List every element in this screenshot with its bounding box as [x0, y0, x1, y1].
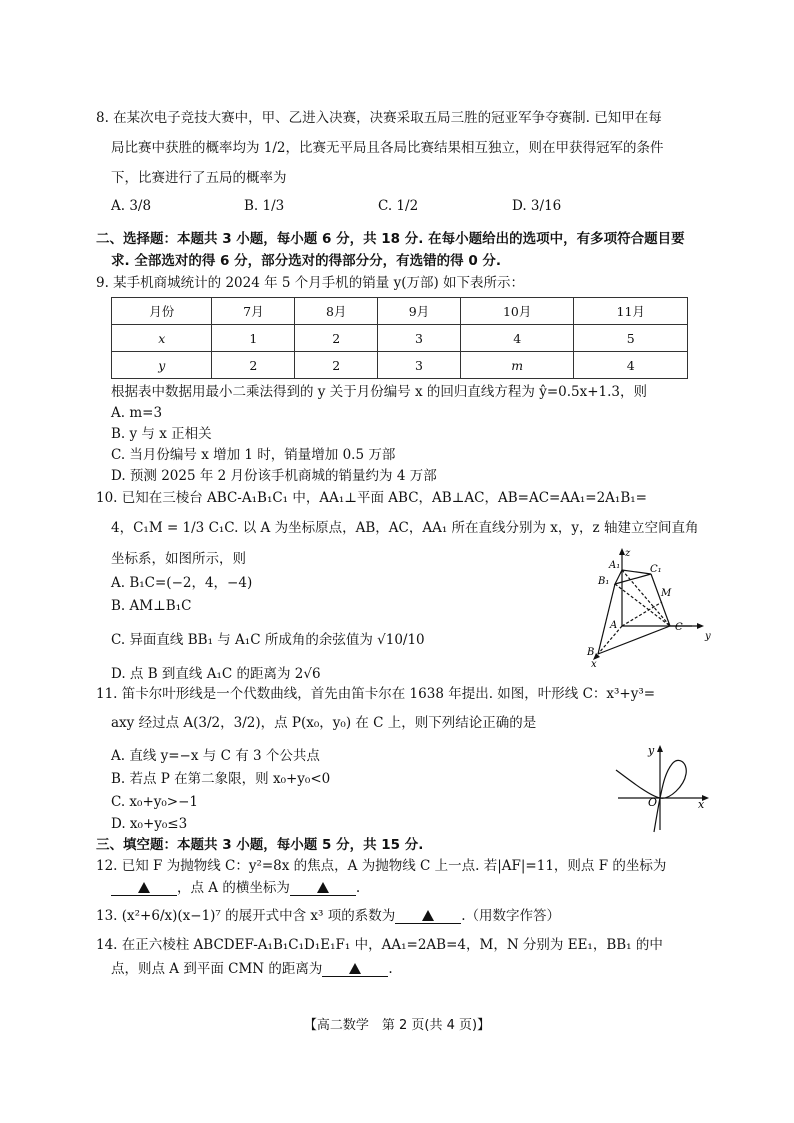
q11-option-a: A. 直线 y=−x 与 C 有 3 个公共点: [111, 748, 320, 764]
frustum-figure: [584, 546, 714, 668]
q10-option-d: D. 点 B 到直线 A₁C 的距离为 2√6: [111, 666, 321, 682]
label-c1: C₁: [650, 564, 662, 575]
q10-option-a: A. B₁C=(−2，4，−4): [111, 575, 253, 591]
answer-blank[interactable]: [290, 881, 356, 896]
table-cell: 月份: [112, 298, 212, 325]
q11-option-d: D. x₀+y₀≤3: [111, 816, 188, 832]
table-cell: m: [460, 352, 574, 379]
label-b: B: [587, 647, 595, 658]
q9-option-a: A. m=3: [111, 405, 163, 421]
q11-line2: axy 经过点 A(3/2，3/2)，点 P(x₀，y₀) 在 C 上，则下列结论正确的是: [111, 715, 537, 731]
q8-line3: 下，比赛进行了五局的概率为: [111, 170, 287, 186]
triangle-icon: [138, 882, 150, 893]
q9-option-d: D. 预测 2025 年 2 月份该手机商城的销量约为 4 万部: [111, 468, 437, 484]
table-row: [112, 298, 688, 325]
label-a: A: [610, 620, 618, 631]
folium-figure: [612, 742, 712, 836]
q10-line1: 10. 已知在三棱台 ABC-A₁B₁C₁ 中，AA₁⊥平面 ABC，AB⊥AC，AB=AC=AA₁=2A₁B₁=: [96, 490, 647, 506]
label-o: O: [648, 796, 658, 809]
triangle-icon: [349, 963, 361, 974]
table-cell: 2: [295, 325, 378, 352]
table-cell: y: [112, 352, 212, 379]
page-footer: 【高二数学 第 2 页(共 4 页)】: [303, 1018, 491, 1033]
table-cell: 8月: [295, 298, 378, 325]
q10-line2: 4，C₁M = 1/3 C₁C. 以 A 为坐标原点，AB，AC，AA₁ 所在直线分别为 x，y，z 轴建立空间直角: [111, 520, 699, 536]
q8-line2: 局比赛中获胜的概率均为 1/2，比赛无平局且各局比赛结果相互独立，则在甲获得冠军的条件: [111, 140, 664, 156]
q13-text: 13. (x²+6/x)(x−1)⁷ 的展开式中含 x³ 项的系数为: [96, 908, 396, 924]
q12-text-mid: ，点 A 的横坐标为: [177, 880, 290, 896]
q14-line1: 14. 在正六棱柱 ABCDEF-A₁B₁C₁D₁E₁F₁ 中，AA₁=2AB=4，M，N 分别为 EE₁，BB₁ 的中: [96, 937, 663, 953]
q8-option-d: D. 3/16: [512, 198, 562, 214]
q9-option-c: C. 当月份编号 x 增加 1 时，销量增加 0.5 万部: [111, 447, 396, 463]
table-row: [112, 352, 688, 379]
table-cell: 10月: [460, 298, 574, 325]
q12-text-end: .: [355, 880, 361, 896]
label-y: y: [648, 744, 655, 757]
q14-line2: [111, 959, 393, 979]
q9-line1: 9. 某手机商城统计的 2024 年 5 个月手机的销量 y(万部) 如下表所示：: [96, 275, 525, 291]
table-cell: 3: [378, 352, 461, 379]
q8-option-b: B. 1/3: [244, 198, 285, 214]
q10-option-c: C. 异面直线 BB₁ 与 A₁C 所成角的余弦值为 √10/10: [111, 632, 425, 648]
q8-option-c: C. 1/2: [378, 198, 419, 214]
label-m: M: [661, 588, 672, 599]
table-cell: 5: [574, 325, 688, 352]
q13-text-end: .（用数字作答）: [461, 908, 561, 924]
q12-line2: [111, 878, 360, 898]
table-row: [112, 325, 688, 352]
label-x: x: [591, 659, 597, 668]
q8-line1: 8. 在某次电子竞技大赛中，甲、乙进入决赛，决赛采取五局三胜的冠亚军争夺赛制. 已知甲在每: [96, 110, 662, 126]
q9-line2: 根据表中数据用最小二乘法得到的 y 关于月份编号 x 的回归直线方程为 ŷ=0.5x+1.3，则: [111, 384, 647, 400]
table-cell: 7月: [212, 298, 295, 325]
table-cell: 9月: [378, 298, 461, 325]
table-cell: 2: [212, 352, 295, 379]
table-cell: x: [112, 325, 212, 352]
table-cell: 4: [574, 352, 688, 379]
label-a1: A₁: [609, 560, 621, 571]
label-y: y: [705, 631, 711, 642]
table-cell: 11月: [574, 298, 688, 325]
q13-line: [96, 906, 560, 926]
table-cell: 2: [295, 352, 378, 379]
q11-option-c: C. x₀+y₀>−1: [111, 794, 199, 810]
label-x: x: [698, 798, 705, 811]
q14-text-end: .: [388, 961, 393, 977]
q10-option-b: B. AM⊥B₁C: [111, 598, 192, 614]
q11-option-b: B. 若点 P 在第二象限，则 x₀+y₀<0: [111, 771, 331, 787]
label-b1: B₁: [598, 576, 610, 587]
answer-blank[interactable]: [111, 881, 177, 896]
triangle-icon: [317, 882, 329, 893]
sales-table: [111, 297, 688, 379]
label-z: z: [625, 548, 631, 559]
triangle-icon: [422, 910, 434, 921]
table-cell: 1: [212, 325, 295, 352]
section3-heading: 三、填空题：本题共 3 小题，每小题 5 分，共 15 分.: [96, 837, 424, 853]
q8-option-a: A. 3/8: [111, 198, 152, 214]
q11-line1: 11. 笛卡尔叶形线是一个代数曲线，首先由笛卡尔在 1638 年提出. 如图，叶形线 C：x³+y³=: [96, 686, 656, 702]
q10-line3: 坐标系，如图所示，则: [111, 551, 246, 567]
section2-heading-cont: 求. 全部选对的得 6 分，部分选对的得部分分，有选错的得 0 分.: [111, 253, 502, 269]
label-c: C: [675, 622, 683, 633]
table-cell: 3: [378, 325, 461, 352]
q14-text: 点，则点 A 到平面 CMN 的距离为: [111, 961, 323, 977]
table-cell: 4: [460, 325, 574, 352]
answer-blank[interactable]: [395, 909, 461, 924]
section2-heading: 二、选择题：本题共 3 小题，每小题 6 分，共 18 分. 在每小题给出的选项中，有多项符合题目要: [96, 231, 685, 247]
q12-line1: 12. 已知 F 为抛物线 C：y²=8x 的焦点，A 为抛物线 C 上一点. 若|AF|=11，则点 F 的坐标为: [96, 858, 667, 874]
answer-blank[interactable]: [322, 962, 388, 977]
q9-option-b: B. y 与 x 正相关: [111, 426, 212, 442]
